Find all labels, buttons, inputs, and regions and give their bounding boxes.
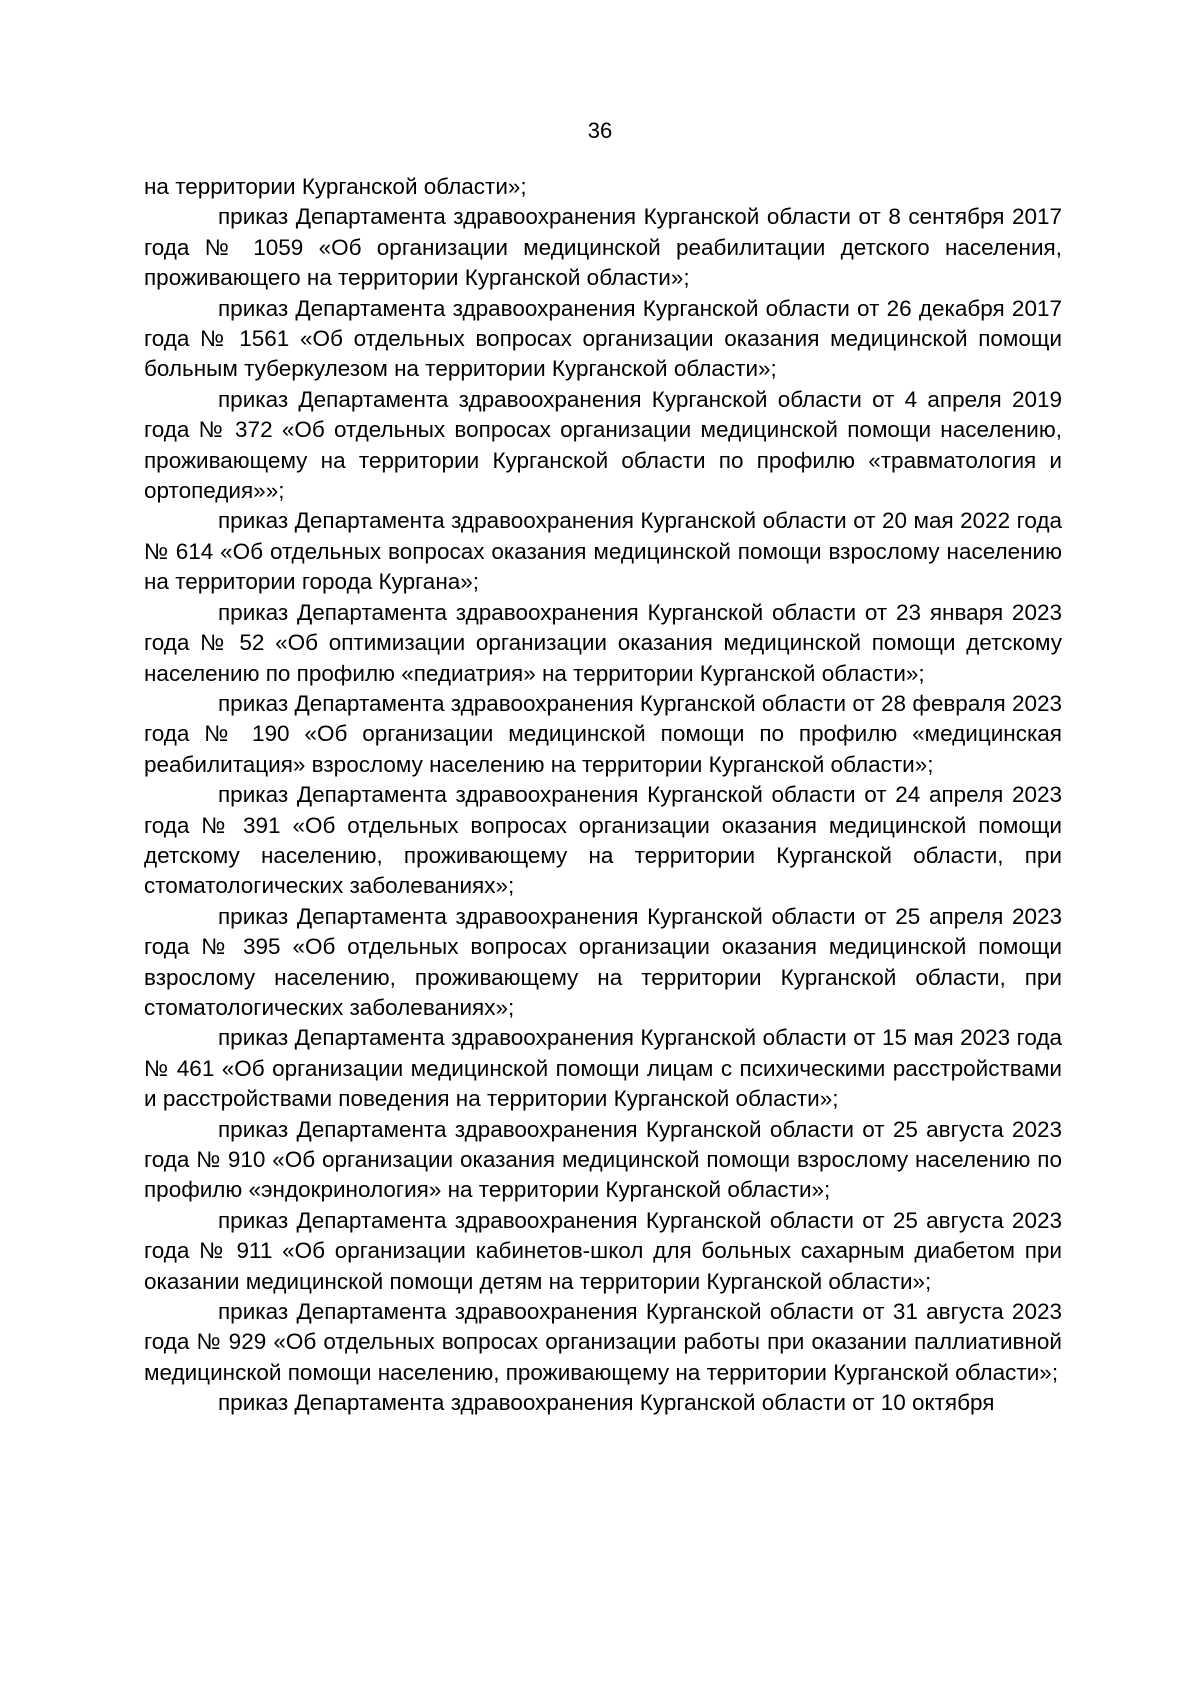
paragraph-order-395: приказ Департамента здравоохранения Курганской области от 25 апреля 2023 года № 395 «Об отдельных вопросах организации оказания медицинской помощи взрослому населению, проживающему на территории Курганской области, при стоматологических заболеваниях»;	[144, 903, 1062, 1020]
paragraph-order-372: приказ Департамента здравоохранения Курганской области от 4 апреля 2019 года № 372 «Об отдельных вопросах организации медицинской помощи населению, проживающему на территории Курганской области по профилю «травматология и ортопедия»»;	[144, 386, 1062, 504]
page-number: 36	[587, 118, 613, 143]
paragraph-order-911: приказ Департамента здравоохранения Курганской области от 25 августа 2023 года № 911 «Об организации кабинетов-школ для больных сахарным диабетом при оказании медицинской помощи детям на территории Курганской области»;	[144, 1207, 1062, 1294]
document-body	[144, 172, 1062, 1419]
paragraph-order-461: приказ Департамента здравоохранения Курганской области от 15 мая 2023 года № 461 «Об организации медицинской помощи лицам с психическими расстройствами и расстройствами поведения на территории Курганской области»;	[144, 1025, 1062, 1112]
paragraph-order-391: приказ Департамента здравоохранения Курганской области от 24 апреля 2023 года № 391 «Об отдельных вопросах организации оказания медицинской помощи детскому населению, проживающему на территории Курганской области, при стоматологических заболеваниях»;	[144, 782, 1062, 899]
paragraph-continuation: на территории Курганской области»;	[144, 174, 527, 199]
paragraph-order-929: приказ Департамента здравоохранения Курганской области от 31 августа 2023 года № 929 «Об отдельных вопросах организации работы при оказании паллиативной медицинской помощи населению, проживающему на территории Курганской области»;	[144, 1299, 1062, 1385]
paragraph-order-190: приказ Департамента здравоохранения Курганской области от 28 февраля 2023 года № 190 «Об организации медицинской помощи по профилю «медицинская реабилитация» взрослому населению на территории Курганской области»;	[144, 690, 1062, 777]
paragraph-order-52: приказ Департамента здравоохранения Курганской области от 23 января 2023 года № 52 «Об оптимизации организации оказания медицинской помощи детскому населению по профилю «педиатрия» на территории Курганской области»;	[144, 599, 1062, 686]
paragraph-order-910: приказ Департамента здравоохранения Курганской области от 25 августа 2023 года № 910 «Об организации оказания медицинской помощи взрослому населению по профилю «эндокринология» на территории Курганской области»;	[144, 1116, 1062, 1203]
paragraph-order-614: приказ Департамента здравоохранения Курганской области от 20 мая 2022 года № 614 «Об отдельных вопросах оказания медицинской помощи взрослому населению на территории города Кургана»;	[144, 508, 1062, 595]
paragraph-order-1059: приказ Департамента здравоохранения Курганской области от 8 сентября 2017 года № 1059 «Об организации медицинской реабилитации детского населения, проживающего на территории Курганской области»;	[144, 204, 1062, 291]
paragraph-order-october: приказ Департамента здравоохранения Курганской области от 10 октября	[218, 1390, 995, 1416]
paragraph-order-1561: приказ Департамента здравоохранения Курганской области от 26 декабря 2017 года № 1561 «Об отдельных вопросах организации оказания медицинской помощи больным туберкулезом на территории Курганской области»;	[144, 295, 1062, 382]
